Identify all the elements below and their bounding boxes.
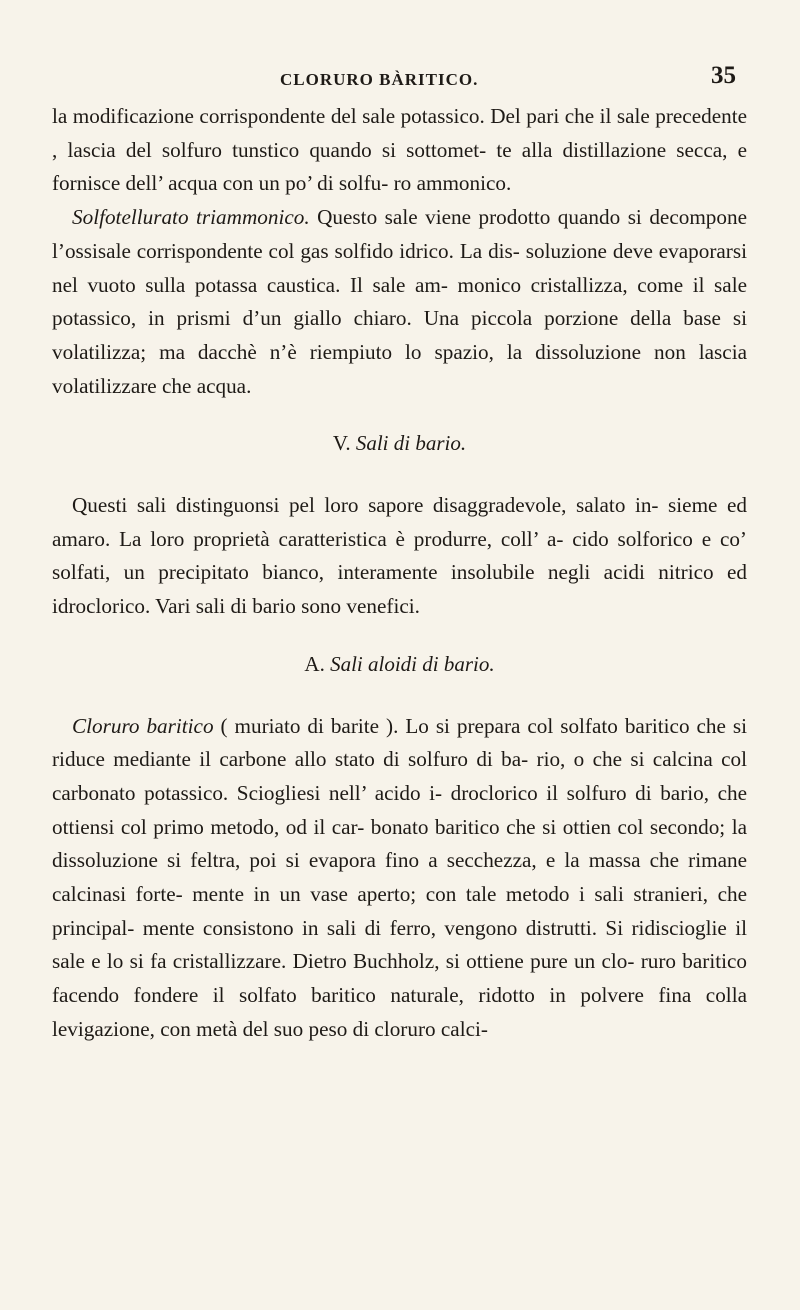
paragraph-2-text: Questo sale viene prodotto quando si decompone l’ossisale corrispondente col gas solfido idrico. La dis- soluzione deve evaporarsi nel vuoto sulla potassa caustica. Il sale am- monico cristallizza, come il sale potassico, in prismi d’un giallo chiaro. Una piccola porzione della base si volatilizza; ma dacchè n’è riempiuto lo spazio, la dissoluzione non lascia volatilizzare che acqua. xyxy=(52,205,747,398)
paragraph-2 xyxy=(52,201,747,403)
section-heading-a-title: Sali aloidi di bario. xyxy=(330,651,495,676)
running-title: CLORURO BÀRITICO. xyxy=(280,70,479,89)
section-heading-a-prefix: A. xyxy=(304,651,325,676)
paragraph-2-term: Solfotellurato triammonico. xyxy=(72,205,310,230)
section-heading-v xyxy=(52,427,747,461)
running-head xyxy=(0,62,800,102)
section-heading-v-title: Sali di bario. xyxy=(355,431,467,456)
paragraph-3: Questi sali distinguonsi pel loro sapore disaggradevole, salato in- sieme ed amaro. La loro proprietà caratteristica è produrre, coll’ a- cido solforico e co’ solfati, un precipitato bianco, interamente insolubile negli acidi nitrico ed idroclorico. Vari sali di bario sono venefici. xyxy=(52,493,747,619)
page-body xyxy=(52,100,747,1047)
paragraph-4-text: ( muriato di barite ). Lo si prepara col solfato baritico che si riduce mediante il carbone allo stato di solfuro di ba- rio, o che si calcina col carbonato potassico. Sciogliesi nell’ acido i- droclorico il solfuro di bario, che ottiensi col primo metodo, od il car- bonato baritico che si ottien col secondo; la dissoluzione si feltra, poi si evapora fino a secchezza, e la massa che rimane calcinasi forte- mente in un vase aperto; con tale metodo i sali stranieri, che principal- mente consistono in sali di ferro, vengono distrutti. Si ridiscioglie il sale e lo si fa cristallizzare. Dietro Buchholz, si ottiene pure un clo- ruro baritico facendo fondere il solfato baritico naturale, ridotto in polvere fina colla levigazione, con metà del suo peso di cloruro calci- xyxy=(52,713,747,1041)
section-heading-v-prefix: V. xyxy=(332,431,351,456)
paragraph-4 xyxy=(52,710,747,1047)
page-number: 35 xyxy=(711,62,736,89)
section-heading-a xyxy=(52,648,747,682)
paragraph-1: la modificazione corrispondente del sale potassico. Del pari che il sale precedente , lascia del solfuro tunstico quando si sottomet- te alla distillazione secca, e fornisce dell’ acqua con un po’ di solfu- ro ammonico. xyxy=(52,104,747,196)
paragraph-4-term: Cloruro baritico xyxy=(72,713,214,738)
